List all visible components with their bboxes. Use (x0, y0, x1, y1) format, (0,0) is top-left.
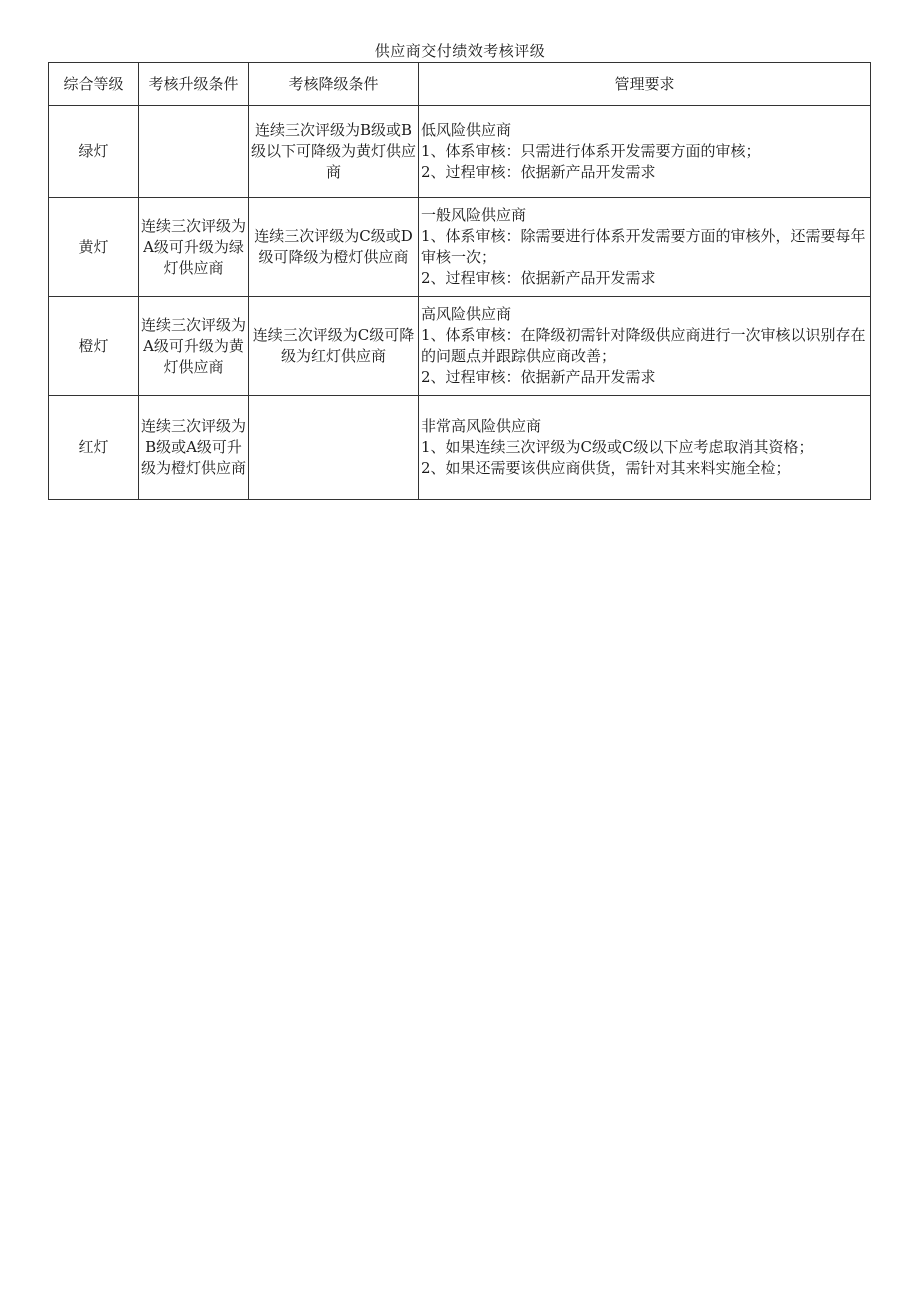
requirements-cell (419, 106, 871, 198)
table-row-yellow (49, 198, 871, 297)
level-cell: 绿灯 (49, 106, 139, 198)
downgrade-cell: 连续三次评级为C级可降级为红灯供应商 (249, 297, 419, 396)
level-cell: 红灯 (49, 396, 139, 500)
upgrade-cell: 连续三次评级为B级或A级可升级为橙灯供应商 (139, 396, 249, 500)
header-upgrade: 考核升级条件 (139, 63, 249, 106)
requirement-line: 低风险供应商 (421, 121, 512, 139)
requirements-cell (419, 297, 871, 396)
table-row-green (49, 106, 871, 198)
header-level: 综合等级 (49, 63, 139, 106)
requirements-cell (419, 198, 871, 297)
downgrade-cell: 连续三次评级为B级或B级以下可降级为黄灯供应商 (249, 106, 419, 198)
downgrade-cell (249, 396, 419, 500)
requirement-line: 非常高风险供应商 (421, 417, 542, 435)
requirement-line: 1、体系审核：只需进行体系开发需要方面的审核； (421, 142, 761, 160)
requirement-line: 一般风险供应商 (421, 206, 527, 224)
upgrade-cell: 连续三次评级为A级可升级为黄灯供应商 (139, 297, 249, 396)
upgrade-cell (139, 106, 249, 198)
supplier-grading-table (48, 62, 871, 500)
requirement-line: 高风险供应商 (421, 305, 512, 323)
level-cell: 橙灯 (49, 297, 139, 396)
requirement-line: 1、体系审核：在降级初需针对降级供应商进行一次审核以识别存在的问题点并跟踪供应商改善； (421, 326, 866, 365)
table-row-orange (49, 297, 871, 396)
requirements-cell (419, 396, 871, 500)
table-header-row (49, 63, 871, 106)
level-cell: 黄灯 (49, 198, 139, 297)
requirement-line: 2、过程审核：依据新产品开发需求 (421, 368, 656, 386)
header-requirements: 管理要求 (419, 63, 871, 106)
upgrade-cell: 连续三次评级为A级可升级为绿灯供应商 (139, 198, 249, 297)
downgrade-cell: 连续三次评级为C级或D级可降级为橙灯供应商 (249, 198, 419, 297)
requirement-line: 2、过程审核：依据新产品开发需求 (421, 163, 656, 181)
requirement-line: 2、如果还需要该供应商供货，需针对其来料实施全检； (421, 459, 791, 477)
requirement-line: 2、过程审核：依据新产品开发需求 (421, 269, 656, 287)
requirement-line: 1、如果连续三次评级为C级或C级以下应考虑取消其资格； (421, 438, 814, 456)
header-downgrade: 考核降级条件 (249, 63, 419, 106)
requirement-line: 1、体系审核：除需要进行体系开发需要方面的审核外，还需要每年审核一次； (421, 227, 866, 266)
document-title: 供应商交付绩效考核评级 (374, 42, 546, 60)
table-row-red (49, 396, 871, 500)
